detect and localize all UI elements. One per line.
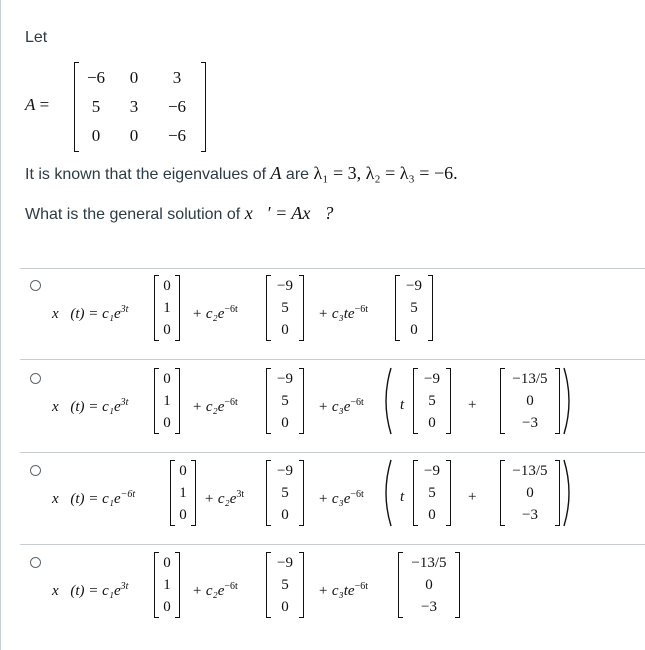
option-2-plus: + — [468, 397, 477, 413]
vector-v2: −9 5 0 — [266, 553, 304, 617]
left-paren — [379, 366, 393, 436]
matrix-cell: −6 — [167, 126, 187, 146]
matrix-label: A = — [25, 95, 50, 114]
matrix-cell: 3 — [172, 67, 182, 87]
vector-v2: −9 5 0 — [266, 276, 304, 340]
vector-v2: −9 5 0 — [395, 276, 433, 340]
separator — [20, 452, 645, 453]
option-1-lhs: x⃗(t) = $c_1e^{3t}$ — [52, 304, 129, 322]
matrix-cell: 5 — [91, 96, 101, 116]
matrix-cell: 0 — [129, 126, 139, 146]
separator — [20, 544, 645, 545]
left-paren — [379, 458, 393, 528]
vector-w: −13/5 0 −3 — [500, 369, 560, 433]
matrix-cell: 0 — [129, 67, 139, 87]
option-1-term3: + $c_3te^{-6t}$ — [318, 304, 368, 322]
option-3-t: t — [400, 489, 405, 505]
option-3-term3: + $c_3e^{-6t}$ — [318, 489, 364, 507]
vector-v1: 0 1 0 — [154, 369, 180, 433]
vector-w: −13/5 0 −3 — [500, 461, 560, 525]
option-4-term3: + $c_3te^{-6t}$ — [318, 581, 368, 599]
option-2-lhs: x⃗(t) = $c_1e^{3t}$ — [52, 397, 129, 415]
option-4-radio[interactable] — [30, 557, 41, 568]
separator — [20, 268, 645, 269]
matrix-a — [74, 63, 206, 151]
vector-v1: 0 1 0 — [154, 276, 180, 340]
matrix-cell: −6 — [167, 96, 187, 116]
option-2-radio[interactable] — [30, 373, 41, 384]
option-4-lhs: x⃗(t) = $c_1e^{3t}$ — [52, 581, 129, 599]
option-2-t: t — [400, 397, 405, 413]
right-paren — [562, 458, 576, 528]
option-4-term2: + $c_2e^{-6t}$ — [192, 581, 238, 599]
matrix-cell: −6 — [86, 67, 106, 87]
option-2-term3: + $c_3e^{-6t}$ — [318, 397, 364, 415]
matrix-cell: 0 — [91, 126, 101, 146]
option-1-radio[interactable] — [30, 280, 41, 291]
option-1-term2: + $c_2e^{-6t}$ — [192, 304, 238, 322]
question-text: What is the general solution of x⃗′ = Ax⃗? — [25, 203, 334, 223]
intro-text: Let — [25, 29, 48, 46]
vector-v1: 0 1 0 — [154, 553, 180, 617]
separator — [20, 359, 645, 360]
option-3-lhs: x⃗(t) = $c_1e^{-6t}$ — [52, 489, 136, 507]
vector-v2: −9 5 0 — [266, 461, 304, 525]
vector-v2: −9 5 0 — [413, 461, 451, 525]
matrix-cell: 3 — [129, 96, 139, 116]
vector-w: −13/5 0 −3 — [398, 553, 460, 617]
vector-v1: 0 1 0 — [170, 461, 196, 525]
eigenvalues-text: It is known that the eigenvalues of A are λ₁ = 3, λ₂ = λ₃ = −6. — [25, 163, 458, 183]
right-paren — [562, 366, 576, 436]
option-2-term2: + $c_2e^{-6t}$ — [192, 397, 238, 415]
option-3-plus: + — [468, 489, 477, 505]
vector-v2: −9 5 0 — [413, 369, 451, 433]
option-3-term2: + $c_2e^{3t}$ — [204, 489, 245, 507]
left-border — [0, 0, 1, 650]
vector-v2: −9 5 0 — [266, 369, 304, 433]
option-3-radio[interactable] — [30, 465, 41, 476]
